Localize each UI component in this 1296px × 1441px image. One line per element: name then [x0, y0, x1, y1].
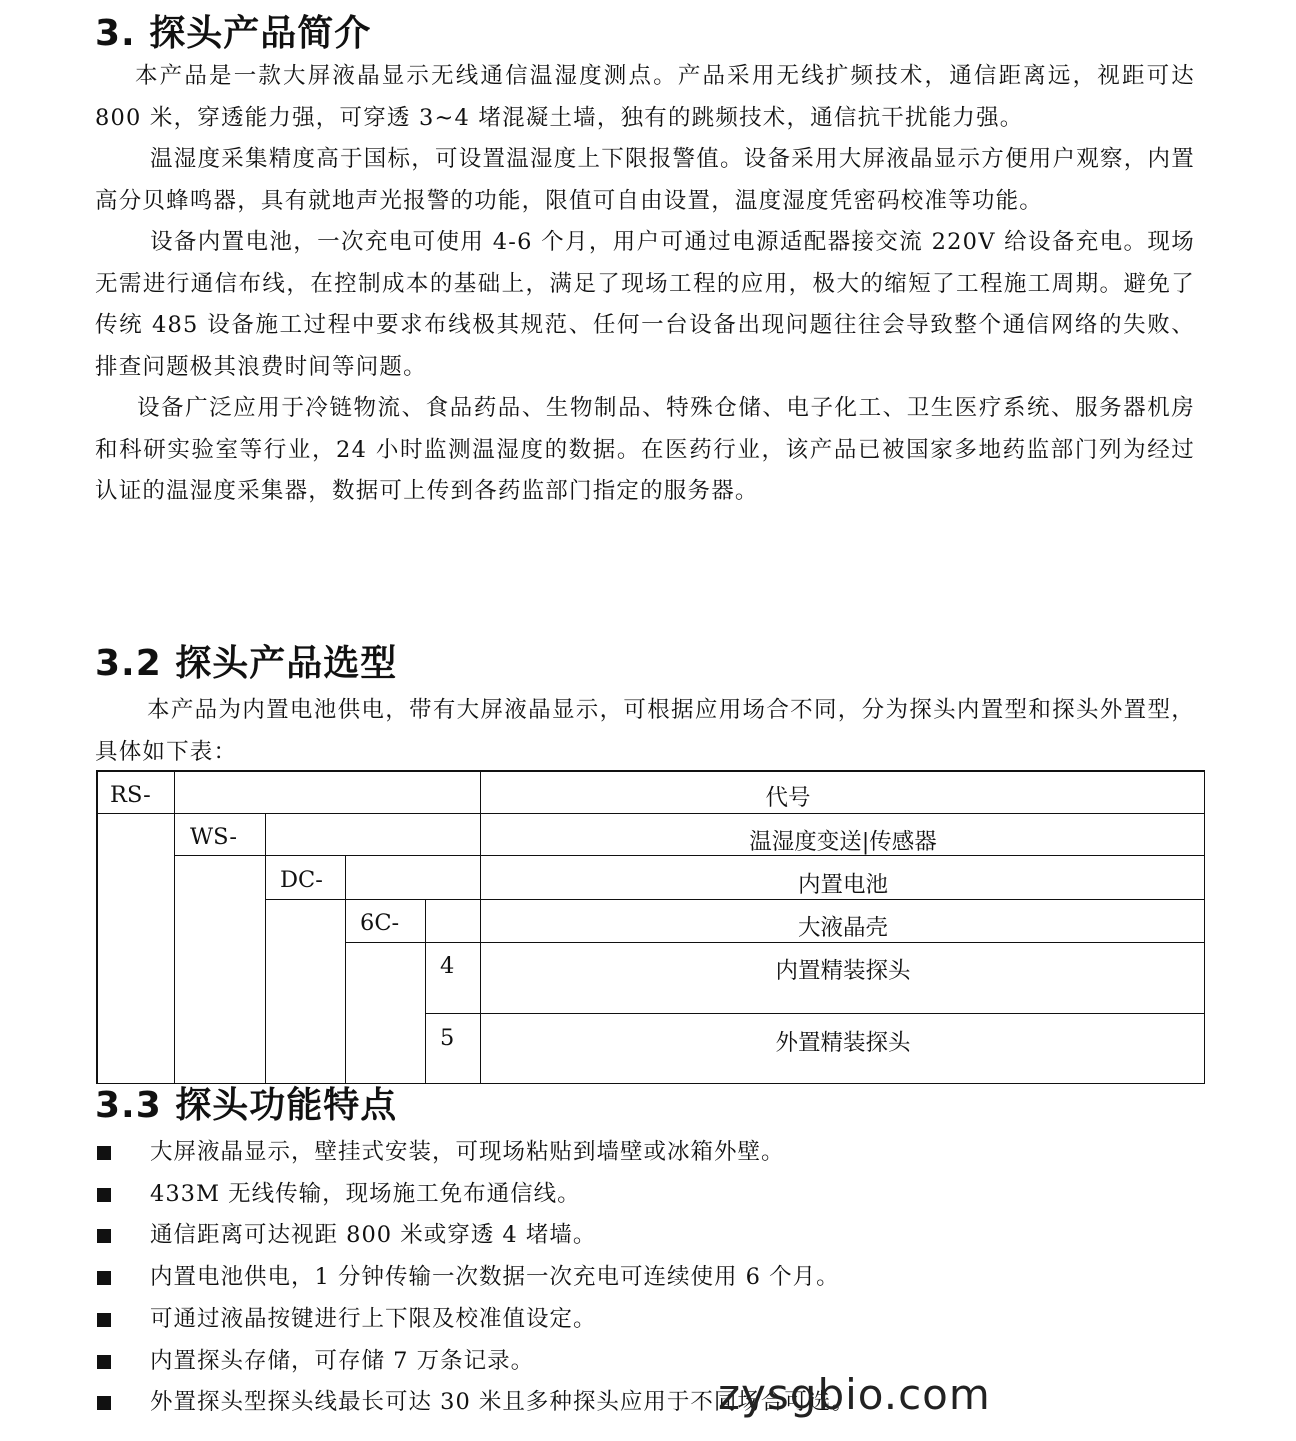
list-item: 大屏液晶显示，壁挂式安装，可现场粘贴到墙壁或冰箱外壁。 [95, 1132, 1195, 1174]
list-item: 可通过液晶按键进行上下限及校准值设定。 [95, 1299, 1195, 1341]
square-bullet-icon [97, 1396, 111, 1410]
list-item: 内置探头存储，可存储 7 万条记录。 [95, 1341, 1195, 1383]
selection-paragraph: 本产品为内置电池供电，带有大屏液晶显示，可根据应用场合不同，分为探头内置型和探头外置型，具体如下表： [95, 697, 1195, 765]
list-item: 内置电池供电，1 分钟传输一次数据一次充电可连续使用 6 个月。 [95, 1257, 1195, 1299]
watermark: zysgbio.com [718, 1370, 991, 1419]
selection-body [95, 690, 1195, 773]
model-selection-table [96, 770, 1205, 1084]
intro-paragraph: 设备内置电池，一次充电可使用 4-6 个月，用户可通过电源适配器接交流 220V 给设备充电。现场无需进行通信布线，在控制成本的基础上，满足了现场工程的应用，极大的缩短了工程施工周期。避免了传统 485 设备施工过程中要求布线极其规范、任何一台设备出现问题往往会导致整个通信网络的失败、排查问题极其浪费时间等问题。 [95, 229, 1195, 380]
desc-lcd-case: 大液晶壳 [797, 915, 888, 941]
square-bullet-icon [97, 1355, 111, 1369]
square-bullet-icon [97, 1146, 111, 1160]
desc-code-header: 代号 [765, 785, 811, 811]
list-item: 外置探头型探头线最长可达 30 米且多种探头应用于不同场合可选。 [95, 1382, 1195, 1424]
intro-paragraph: 设备广泛应用于冷链物流、食品药品、生物制品、特殊仓储、电子化工、卫生医疗系统、服务器机房和科研实验室等行业，24 小时监测温湿度的数据。在医药行业，该产品已被国家多地药监部门列为经过认证的温湿度采集器，数据可上传到各药监部门指定的服务器。 [95, 395, 1195, 504]
code-4: 4 [440, 953, 455, 979]
list-item: 433M 无线传输，现场施工免布通信线。 [95, 1174, 1195, 1216]
square-bullet-icon [97, 1188, 111, 1202]
code-ws: WS- [190, 824, 237, 850]
square-bullet-icon [97, 1229, 111, 1243]
square-bullet-icon [97, 1271, 111, 1285]
section-title-intro: 3. 探头产品简介 [95, 13, 372, 54]
feature-list [95, 1132, 1195, 1424]
desc-sensor: 温湿度变送|传感器 [749, 829, 937, 855]
desc-external-probe: 外置精装探头 [775, 1030, 911, 1056]
desc-internal-probe: 内置精装探头 [775, 958, 911, 984]
section-title-selection: 3.2 探头产品选型 [95, 643, 398, 684]
intro-paragraph: 温湿度采集精度高于国标，可设置温湿度上下限报警值。设备采用大屏液晶显示方便用户观察，内置高分贝蜂鸣器，具有就地声光报警的功能，限值可自由设置，温度湿度凭密码校准等功能。 [95, 146, 1195, 214]
code-5: 5 [440, 1025, 455, 1051]
intro-body [95, 56, 1195, 513]
code-6c: 6C- [360, 910, 400, 936]
code-rs: RS- [110, 782, 151, 808]
list-item: 通信距离可达视距 800 米或穿透 4 堵墙。 [95, 1215, 1195, 1257]
code-dc: DC- [280, 867, 323, 893]
section-title-features: 3.3 探头功能特点 [95, 1085, 398, 1126]
desc-battery: 内置电池 [797, 872, 888, 898]
square-bullet-icon [97, 1313, 111, 1327]
intro-paragraph: 本产品是一款大屏液晶显示无线通信温湿度测点。产品采用无线扩频技术，通信距离远，视距可达 800 米，穿透能力强，可穿透 3~4 堵混凝土墙，独有的跳频技术，通信抗干扰能力强。 [95, 63, 1195, 131]
